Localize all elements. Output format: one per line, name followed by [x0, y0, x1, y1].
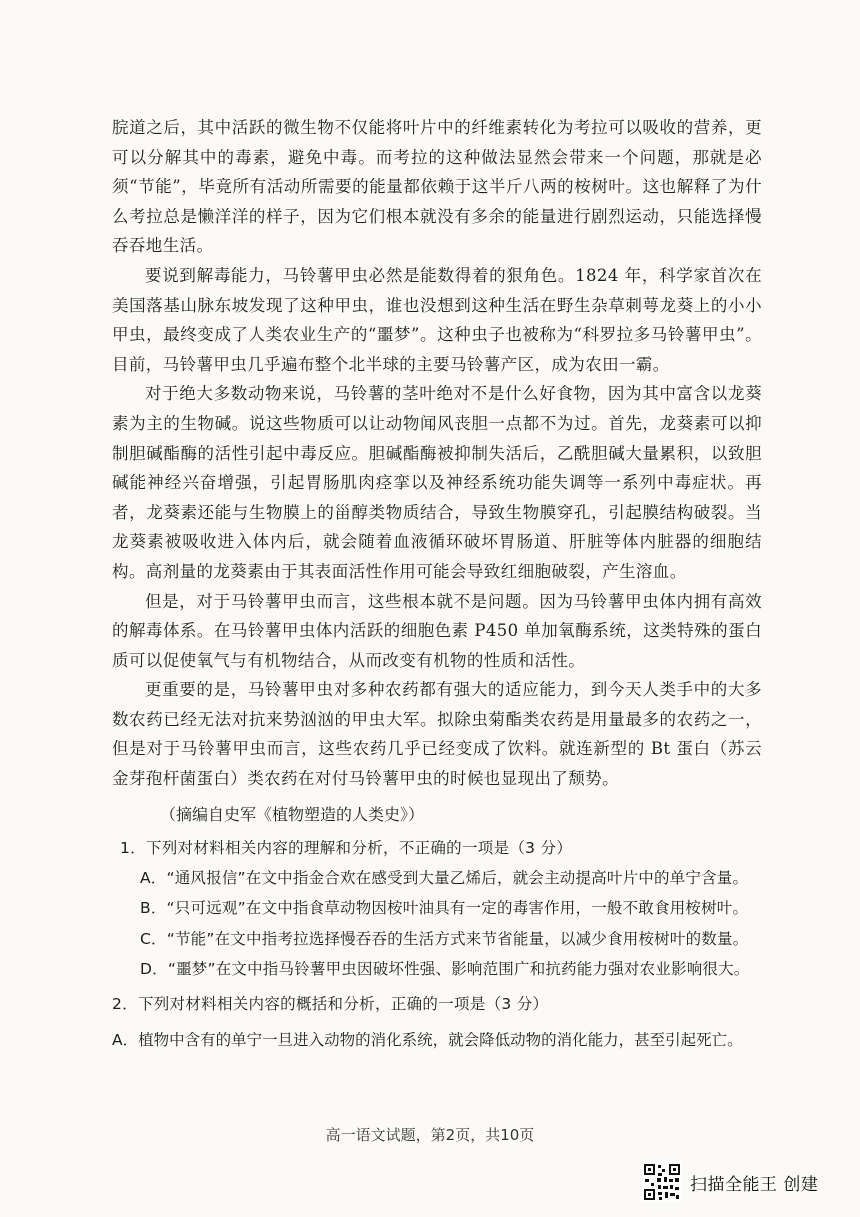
- paragraph-5: 更重要的是，马铃薯甲虫对多种农药都有强大的适应能力，到今天人类手中的大多数农药已经无法对抗来势汹汹的甲虫大军。拟除虫菊酯类农药是用量最多的农药之一，但是对于马铃薯甲虫而言，这些农药几乎已经变成了饮料。就连新型的 Bt 蛋白（苏云金芽孢杆菌蛋白）类农药在对付马铃薯甲虫的时候也显现出了颓势。: [112, 680, 762, 789]
- passage-body: [112, 113, 762, 1055]
- question-1-stem: 1．下列对材料相关内容的理解和分析，不正确的一项是（3 分）: [120, 838, 573, 857]
- paragraph-4: 但是，对于马铃薯甲虫而言，这些根本就不是问题。因为马铃薯甲虫体内拥有高效的解毒体系。在马铃薯甲虫体内活跃的细胞色素 P450 单加氧酶系统，这类特殊的蛋白质可以促使氧气与有机物结合，从而改变有机物的性质和活性。: [112, 591, 762, 670]
- question-2: [112, 989, 762, 1055]
- paragraph-3: 对于绝大多数动物来说，马铃薯的茎叶绝对不是什么好食物，因为其中富含以龙葵素为主的生物碱。说这些物质可以让动物闻风丧胆一点都不为过。首先，龙葵素可以抑制胆碱酯酶的活性引起中毒反应。胆碱酯酶被抑制失活后，乙酰胆碱大量累积，以致胆碱能神经兴奋增强，引起胃肠肌肉痉挛以及神经系统功能失调等一系列中毒症状。再者，龙葵素还能与生物膜上的甾醇类物质结合，导致生物膜穿孔，引起膜结构破裂。当龙葵素被吸收进入体内后，就会随着血液循环破坏胃肠道、肝脏等体内脏器的细胞结构。高剂量的龙葵素由于其表面活性作用可能会导致红细胞破裂，产生溶血。: [112, 384, 762, 581]
- question-1-option-c: C．“节能”在文中指考拉选择慢吞吞的生活方式来节省能量，以减少食用桉树叶的数量。: [140, 929, 749, 948]
- question-1: [112, 833, 762, 985]
- qr-code-icon: [642, 1162, 682, 1202]
- question-1-option-a: A．“通风报信”在文中指金合欢在感受到大量乙烯后，就会主动提高叶片中的单宁含量。: [140, 868, 749, 887]
- scanner-watermark: [642, 1162, 818, 1202]
- page-footer: 高一语文试题，第2页，共10页: [325, 1126, 535, 1144]
- paragraph-1: 脘道之后，其中活跃的微生物不仅能将叶片中的纤维素转化为考拉可以吸收的营养，更可以分解其中的毒素，避免中毒。而考拉的这种做法显然会带来一个问题，那就是必须“节能”，毕竟所有活动所需要的能量都依赖于这半斤八两的桉树叶。这也解释了为什么考拉总是懒洋洋的样子，因为它们根本就没有多余的能量进行剧烈运动，只能选择慢吞吞地生活。: [112, 118, 762, 256]
- watermark-text: 扫描全能王 创建: [690, 1174, 819, 1195]
- paragraph-2: 要说到解毒能力，马铃薯甲虫必然是能数得着的狠角色。1824 年，科学家首次在美国落基山脉东坡发现了这种甲虫，谁也没想到这种生活在野生杂草刺萼龙葵上的小小甲虫，最终变成了人类农业生产的“噩梦”。这种虫子也被称为“科罗拉多马铃薯甲虫”。目前，马铃薯甲虫几乎遍布整个北半球的主要马铃薯产区，成为农田一霸。: [112, 265, 762, 374]
- question-2-option-a: A．植物中含有的单宁一旦进入动物的消化系统，就会降低动物的消化能力，甚至引起死亡。: [112, 1030, 743, 1049]
- question-1-option-d: D．“噩梦”在文中指马铃薯甲虫因破坏性强、影响范围广和抗药能力强对农业影响很大。: [140, 960, 750, 979]
- question-2-stem: 2．下列对材料相关内容的概括和分析，正确的一项是（3 分）: [112, 994, 549, 1013]
- question-1-option-b: B．“只可远观”在文中指食草动物因桉叶油具有一定的毒害作用，一般不敢食用桉树叶。: [140, 899, 749, 918]
- source-citation: （摘编自史军《植物塑造的人类史》）: [160, 804, 425, 824]
